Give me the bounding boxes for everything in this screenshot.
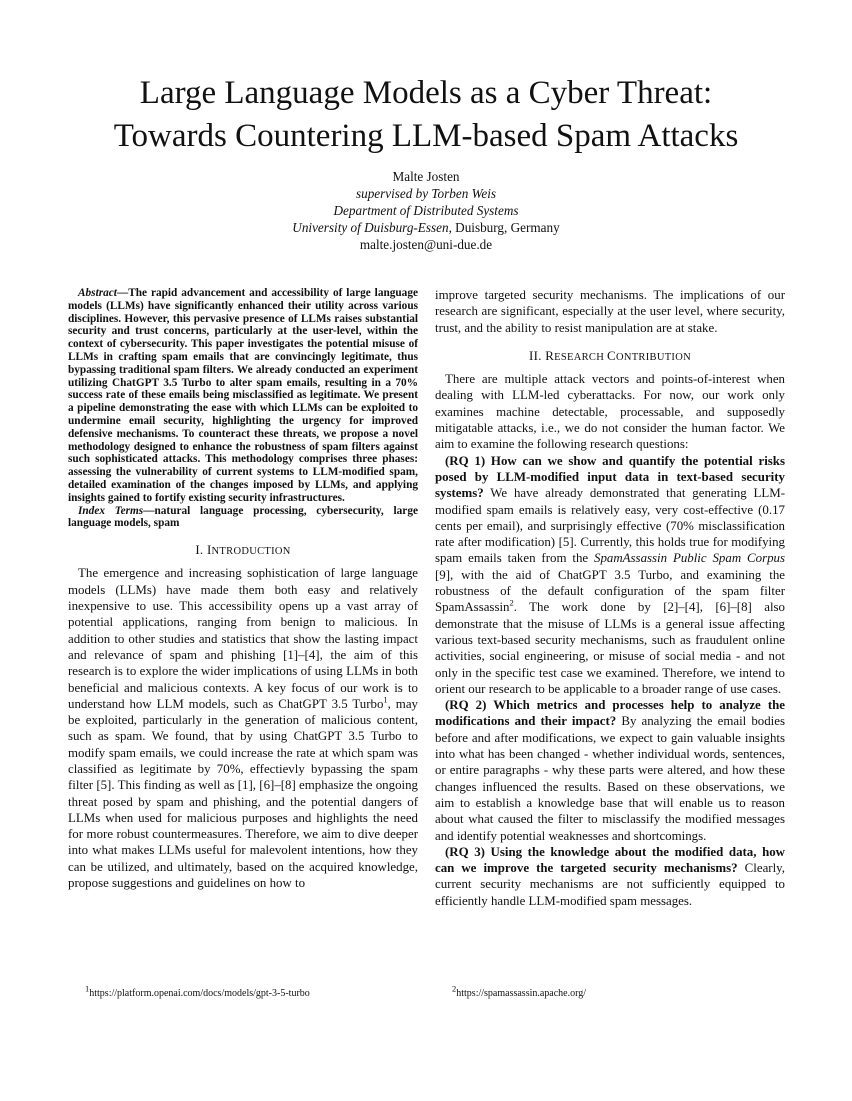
title-line-2: Towards Countering LLM-based Spam Attacks	[113, 118, 739, 154]
abstract-label: Abstract	[78, 287, 117, 299]
university: University of Duisburg-Essen	[292, 220, 449, 235]
author-email: malte.josten@uni-due.de	[359, 237, 493, 252]
author-name: Malte Josten	[392, 169, 460, 184]
footnote-marker-2: 2	[509, 598, 514, 609]
abstract	[68, 287, 418, 505]
department: Department of Distributed Systems	[333, 203, 519, 218]
rq1-label: (RQ 1) How can we show and quantify the potential risks posed by LLM-modified input data in text-based security systems?	[435, 453, 785, 501]
section-heading-research-contribution	[435, 348, 785, 366]
rq3-paragraph	[435, 844, 785, 909]
affiliation	[0, 219, 852, 236]
intro-text: The emergence and increasing sophistication of large language models (LLMs) have made them both easy and relatively inexpensive to use. This accessibility opens up a vast array of potential applications, ranging from benign to malicious. In addition to other studies and statistics that show the lasting impact and relevance of spam and phishing [1]–[4], the aim of this research is to explore the wider implications of using LLMs in both beneficial and malicious contexts. A key focus of our work is to understand how LLM models, such as ChatGPT 3.5 Turbo	[68, 566, 418, 711]
rq1-paragraph	[435, 453, 785, 697]
index-terms-label: Index Terms	[78, 504, 144, 517]
intro-text-cont: , may be exploited, particularly in the generation of malicious content, such as spam. We found, that by using ChatGPT 3.5 Turbo to modify spam emails, we could increase the rate at which spam was classified as legitimate by 70%, effectievly bypassing the spam filter [5]. This finding as well as [1], [6]–[8] emphasize the ongoing threat posed by spam and phishing, and the potential dangers of LLMs when used for malicious purposes and highlights the need for more robust countermeasures. Therefore, we aim to dive deeper into what makes LLMs useful for malevolent intentions, how they can be utilized, and ultimately, based on the acquired knowledge, propose suggestions and guidelines on how to	[68, 696, 418, 891]
rq1-text-c: . The work done by [2]–[4], [6]–[8] also demonstrate that the misuse of LLMs is a general issue affecting various text-based security mechanisms, such as fraudulent online activities, social engineering, or misuse of social media - and not only in the specific test case we examined. Therefore, we intend to orient our research to be applicable to a broader range of use cases.	[435, 600, 785, 696]
section-heading-introduction	[68, 542, 418, 560]
rq2-paragraph	[435, 697, 785, 844]
section-numeral: I.	[195, 543, 207, 558]
footnote-2-url[interactable]: https://spamassassin.apache.org/	[456, 988, 587, 999]
title-line-1: Large Language Models as a Cyber Threat:	[139, 75, 713, 111]
footnote-2	[452, 983, 587, 1000]
footnote-1-mark: 1	[85, 983, 90, 994]
index-terms-text: —natural language processing, cybersecurity, large language models, spam	[68, 504, 418, 530]
heading-smallcaps: NTRODUCTION	[211, 546, 291, 558]
footnote-marker-1: 1	[383, 694, 388, 705]
intro-paragraph	[68, 565, 418, 891]
footnote-1-url[interactable]: https://platform.openai.com/docs/models/gpt-3-5-turbo	[89, 988, 310, 999]
rq1-text-b: [9], with the aid of ChatGPT 3.5 Turbo, and examining the robustness of the default configuration of the spam filter SpamAssassin	[435, 567, 785, 615]
heading-smallcaps: ONTRIBUTION	[615, 351, 691, 363]
paper-title	[0, 72, 852, 158]
heading-smallcaps: ESEARCH	[554, 351, 608, 363]
footnote-2-mark: 2	[452, 983, 457, 994]
contribution-paragraph: There are multiple attack vectors and points-of-interest when dealing with LLM-led cyberattacks. For now, our work only examines machine detectable, processable, and supposedly mitigatable attacks, i.e., we do not consider the human factor. We aim to examine the following research questions:	[435, 372, 785, 452]
left-column	[68, 287, 418, 891]
intro-paragraph-end: improve targeted security mechanisms. The implications of our research are significant, especially at the user level, where security, trust, and the ability to resist manipulation are at stake.	[435, 288, 785, 335]
heading-initial: R	[545, 348, 555, 363]
rq3-label: (RQ 3) Using the knowledge about the modified data, how can we improve the targeted security mechanisms?	[435, 844, 785, 876]
rq2-label: (RQ 2) Which metrics and processes help to analyze the modifications and their impact?	[435, 698, 785, 729]
rq3-text: Clearly, current security mechanisms are not sufficiently equipped to efficiently handle LLM-modified spam messages.	[435, 861, 785, 908]
rq1-corpus: SpamAssassin Public Spam Corpus	[594, 551, 785, 566]
rq1-text: We have already demonstrated that generating LLM-modified spam emails is relatively easy, very cost-effective (0.17 cents per email), and surprisingly effective (70% misclassification rate after modification) [5]. Currently, this holds true for modifying spam emails taken from the	[435, 486, 785, 566]
supervisor: supervised by Torben Weis	[355, 186, 497, 201]
right-column	[435, 287, 785, 909]
author-block	[0, 168, 852, 253]
section-numeral: II.	[529, 348, 546, 363]
abstract-text: —The rapid advancement and accessibility of large language models (LLMs) have significantly enhanced their utility across various disciplines. However, this pervasive presence of LLMs raises substantial security and trust concerns, particularly at the user-level, within the context of cybersecurity. This paper investigates the potential misuse of LLMs in crafting spam emails that are convincingly legitimate, thus bypassing traditional spam filters. We already conducted an experiment utilizing ChatGPT 3.5 Turbo to alter spam emails, resulting in a 70% success rate of these emails being misclassified as legitimate. We present a pipeline demonstrating the ease with which LLMs can be exploited to undermine email security, highlighting the urgency for improved defensive mechanisms. To counteract these threats, we propose a novel methodology designed to enhance the robustness of spam filters against such sophisticated attacks. This methodology comprises three phases: assessing the vulnerability of current systems to LLM-modified spam, detailed examination of the changes imposed by LLMs, and applying insights gained to fortify existing security infrastructures.	[68, 287, 418, 504]
heading-initial: C	[607, 348, 616, 363]
heading-initial: I	[206, 543, 212, 558]
footnote-1	[85, 983, 310, 1000]
location: , Duisburg, Germany	[448, 220, 560, 235]
rq2-text: By analyzing the email bodies before and after modifications, we expect to gain valuable insights into what has been changed - whether individual words, sentences, or entire paragraphs - why these parts were altered, and how these changes influenced the results. Based on these observations, we aim to establish a knowledge base that will enable us to reason about what caused the filter to misclassify the modified messages and identify potential weaknesses and shortcomings.	[435, 714, 785, 843]
index-terms	[68, 505, 418, 531]
